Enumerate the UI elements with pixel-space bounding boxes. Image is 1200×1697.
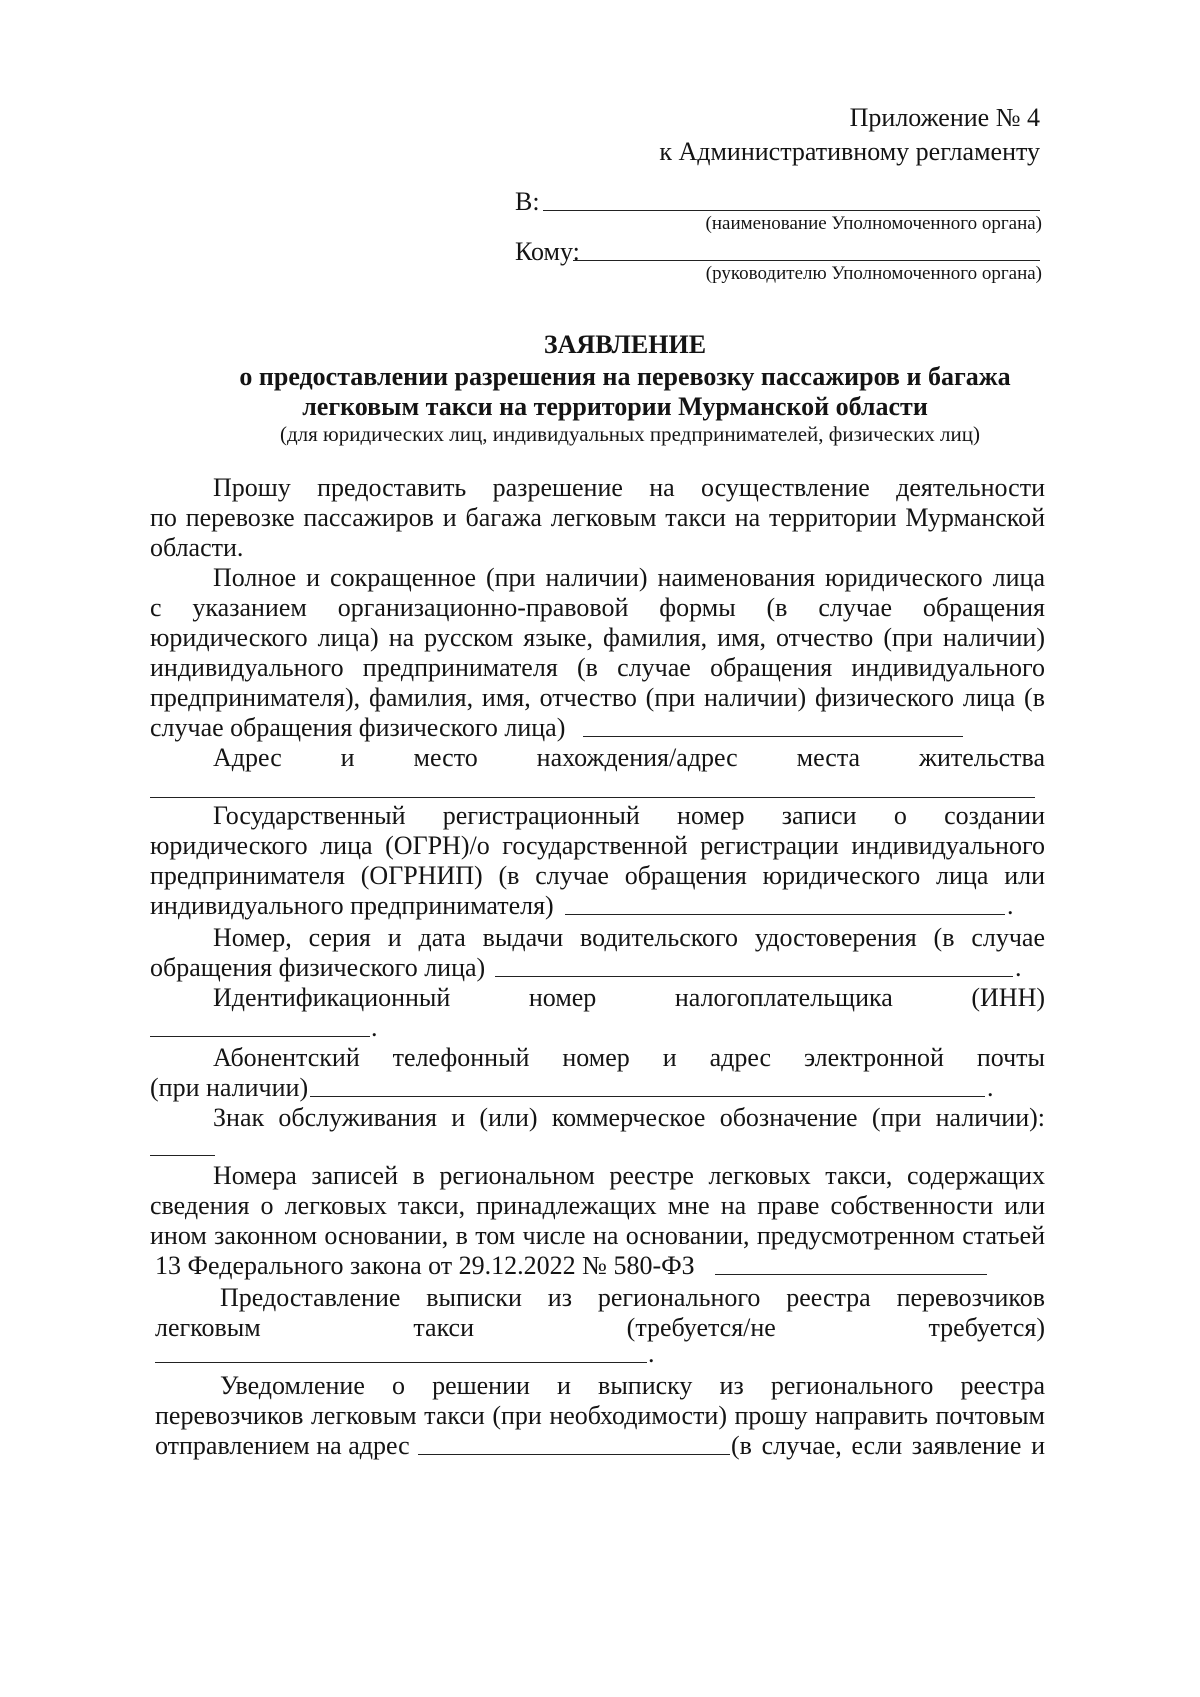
document-title: ЗАЯВЛЕНИЕ — [543, 330, 707, 359]
p10-line-1: Предоставление выписки из регионального реестра перевозчиков — [220, 1283, 1045, 1312]
title-line-1: о предоставлении разрешения на перевозку пассажиров и багажа — [239, 362, 1011, 391]
p6-dot: . — [371, 1013, 378, 1042]
to-hint: (наименование Уполномоченного органа) — [705, 213, 1042, 234]
p9-line-2: сведения о легковых такси, принадлежащих мне на праве собственности или — [150, 1191, 1045, 1220]
p11-line-1: Уведомление о решении и выписку из регионального реестра — [220, 1371, 1045, 1400]
p10-line-2: легковым такси (требуется/не требуется) — [155, 1313, 1045, 1342]
whom-label: Кому: — [515, 237, 580, 266]
p4-dot: . — [1007, 891, 1014, 920]
to-field[interactable] — [543, 210, 1040, 211]
title-note: (для юридических лиц, индивидуальных предпринимателей, физических лиц) — [279, 422, 981, 446]
p9-line-4: 13 Федерального закона от 29.12.2022 № 580-ФЗ — [155, 1251, 695, 1280]
p3-line-1: Адрес и место нахождения/адрес места жительства — [213, 743, 1045, 772]
regulation-reference: к Административному регламенту — [659, 137, 1040, 166]
entity-name-field[interactable] — [583, 736, 963, 737]
registry-records-field[interactable] — [715, 1274, 987, 1275]
ogrn-field[interactable] — [565, 914, 1005, 915]
p11-line-2: перевозчиков легковым такси (при необходимости) прошу направить почтовым — [155, 1401, 1045, 1430]
p2-line-4: индивидуального предпринимателя (в случае обращения индивидуального — [150, 653, 1045, 682]
p4-line-1: Государственный регистрационный номер записи о создании — [213, 801, 1045, 830]
p9-line-3: ином законном основании, в том числе на основании, предусмотренном статьей — [150, 1221, 1045, 1250]
p4-line-4: индивидуального предпринимателя) — [150, 891, 554, 920]
license-field[interactable] — [495, 976, 1013, 977]
trademark-field[interactable] — [150, 1155, 215, 1156]
contact-field[interactable] — [310, 1096, 985, 1097]
p9-line-1: Номера записей в региональном реестре легковых такси, содержащих — [213, 1161, 1045, 1190]
p1-line-3: области. — [150, 533, 244, 562]
p1-line-1: Прошу предоставить разрешение на осуществление деятельности — [213, 473, 1045, 502]
extract-field[interactable] — [155, 1362, 647, 1363]
inn-field[interactable] — [150, 1036, 370, 1037]
address-field[interactable] — [150, 797, 1035, 798]
p5-line-2: обращения физического лица) — [150, 953, 486, 982]
postal-address-field[interactable] — [418, 1454, 730, 1455]
p5-dot: . — [1015, 953, 1022, 982]
p7-line-1: Абонентский телефонный номер и адрес электронной почты — [213, 1043, 1045, 1072]
appendix-number: Приложение № 4 — [849, 103, 1040, 132]
p6-line-1: Идентификационный номер налогоплательщика (ИНН) — [213, 983, 1045, 1012]
title-line-2: легковым такси на территории Мурманской области — [302, 392, 928, 421]
p5-line-1: Номер, серия и дата выдачи водительского удостоверения (в случае — [213, 923, 1045, 952]
p2-line-3: юридического лица) на русском языке, фамилия, имя, отчество (при наличии) — [150, 623, 1045, 652]
whom-field[interactable] — [573, 260, 1040, 261]
p2-line-6: случае обращения физического лица) — [150, 713, 566, 742]
p11-line-3a: отправлением на адрес — [155, 1431, 410, 1460]
p7-line-2: (при наличии) — [150, 1073, 309, 1102]
p1-line-2: по перевозке пассажиров и багажа легковым такси на территории Мурманской — [150, 503, 1045, 532]
p2-line-1: Полное и сокращенное (при наличии) наименования юридического лица — [213, 563, 1045, 592]
p2-line-2: с указанием организационно-правовой формы (в случае обращения — [150, 593, 1045, 622]
p11-line-3b: (в случае, если заявление и — [731, 1431, 1045, 1460]
p8-line-1: Знак обслуживания и (или) коммерческое обозначение (при наличии): — [213, 1103, 1045, 1132]
p4-line-3: предпринимателя (ОГРНИП) (в случае обращения юридического лица или — [150, 861, 1045, 890]
whom-hint: (руководителю Уполномоченного органа) — [705, 263, 1042, 284]
p2-line-5: предпринимателя), фамилия, имя, отчество (при наличии) физического лица (в — [150, 683, 1045, 712]
p7-dot: . — [987, 1073, 994, 1102]
to-label: В: — [515, 187, 540, 216]
p4-line-2: юридического лица (ОГРН)/о государственной регистрации индивидуального — [150, 831, 1045, 860]
p10-dot: . — [648, 1339, 655, 1368]
